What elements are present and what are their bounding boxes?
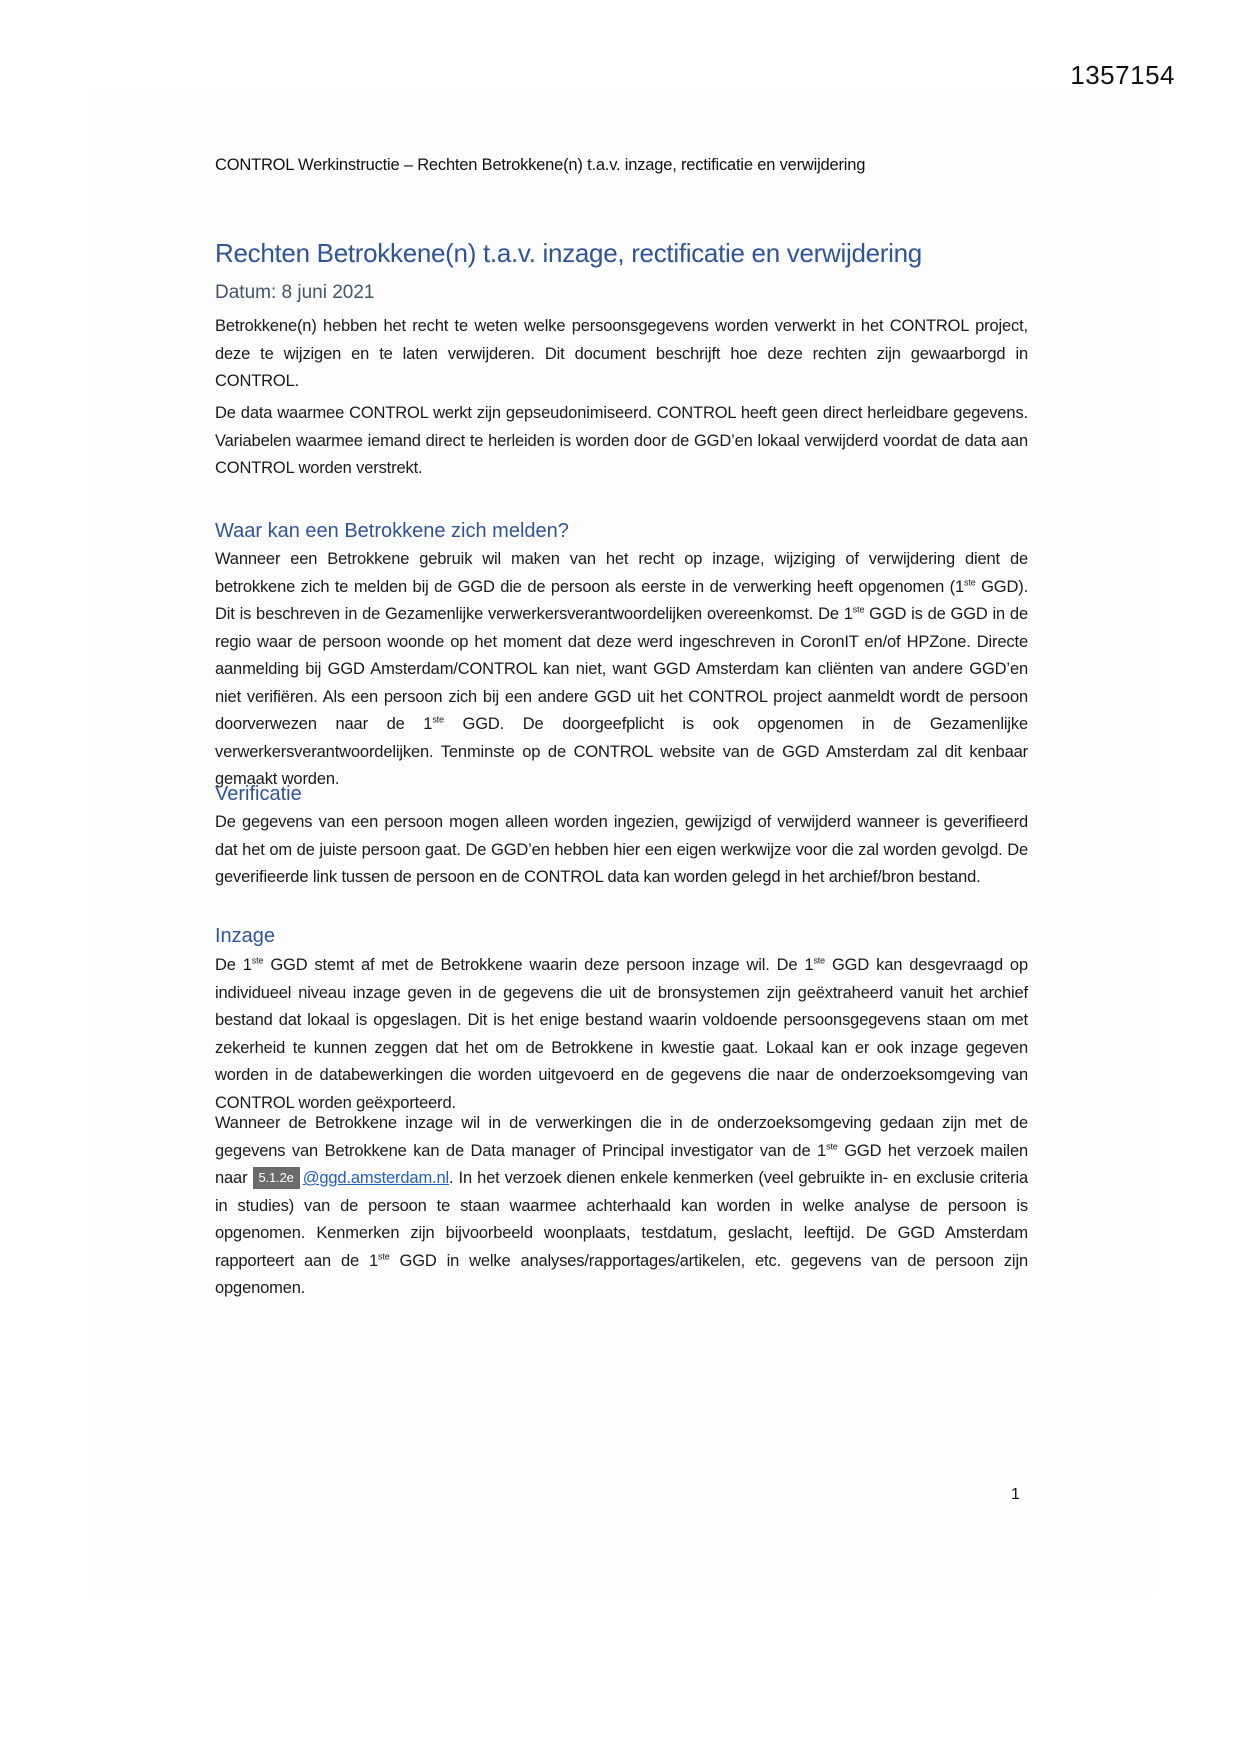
redaction-box: 5.1.2e: [253, 1167, 300, 1189]
section-inzage-paragraph-2: Wanneer de Betrokkene inzage wil in de verwerkingen die in de onderzoeksomgeving gedaan zijn met de gegevens van Betrokkene kan de Data manager of Principal investigator van de 1ste GGD het verzoek mailen naar 5.1.2e @ggd.amsterdam.nl. In het verzoek dienen enkele kenmerken (veel gebruikte in- en exclusie criteria in studies) van de persoon te staan waarmee achterhaald kan worden in welke analyse de persoon is opgenomen. Kenmerken zijn bijvoorbeeld woonplaats, testdatum, geslacht, leeftijd. De GGD Amsterdam rapporteert aan de 1ste GGD in welke analyses/rapportages/artikelen, etc. gegevens van de persoon zijn opgenomen.: [215, 1114, 1028, 1297]
section-inzage-paragraph-1: De 1ste GGD stemt af met de Betrokkene waarin deze persoon inzage wil. De 1ste GGD kan desgevraagd op individueel niveau inzage geven in de gegevens die uit de bronsystemen zijn geëxtraheerd vanuit het archief bestand dat lokaal is opgeslagen. Dit is het enige bestand waarin voldoende persoonsgegevens staan om met zekerheid te kunnen zeggen dat het om de Betrokkene in kwestie gaat. Lokaal kan er ook inzage gegeven worden in de databewerkingen die worden uitgevoerd en de gegevens die naar de onderzoeksomgeving van CONTROL worden geëxporteerd.: [215, 955, 1028, 1112]
document-id: 1357154: [1070, 60, 1175, 90]
document-date: Datum: 8 juni 2021: [215, 282, 375, 303]
section-heading-inzage: Inzage: [215, 925, 276, 947]
intro-paragraph-2: De data waarmee CONTROL werkt zijn gepseudonimiseerd. CONTROL heeft geen direct herleidbare gegevens. Variabelen waarmee iemand direct te herleiden is worden door de GGD’en lokaal verwijderd voordat de data aan CONTROL worden verstrekt.: [215, 404, 1028, 477]
running-header: CONTROL Werkinstructie – Rechten Betrokkene(n) t.a.v. inzage, rectificatie en verwijdering: [215, 156, 866, 174]
document-page: [88, 90, 1153, 1593]
section-verificatie-paragraph: De gegevens van een persoon mogen alleen worden ingezien, gewijzigd of verwijderd wanneer is geverifieerd dat het om de juiste persoon gaat. De GGD’en hebben hier een eigen werkwijze voor die zal worden gevolgd. De geverifieerde link tussen de persoon en de CONTROL data kan worden gelegd in het archief/bron bestand.: [215, 813, 1028, 886]
section-melden-paragraph: Wanneer een Betrokkene gebruik wil maken van het recht op inzage, wijziging of verwijdering dient de betrokkene zich te melden bij de GGD die de persoon als eerste in de verwerking heeft opgenomen (1ste GGD). Dit is beschreven in de Gezamenlijke verwerkersverantwoordelijken overeenkomst. De 1ste GGD is de GGD in de regio waar de persoon woonde op het moment dat deze werd ingeschreven in CoronIT en/of HPZone. Directe aanmelding bij GGD Amsterdam/CONTROL kan niet, want GGD Amsterdam kan cliënten van andere GGD’en niet verifiëren. Als een persoon zich bij een andere GGD uit het CONTROL project aanmeldt wordt de persoon doorverwezen naar de 1ste GGD. De doorgeefplicht is ook opgenomen in de Gezamenlijke verwerkersverantwoordelijken. Tenminste op de CONTROL website van de GGD Amsterdam zal dit kenbaar gemaakt worden.: [215, 550, 1029, 788]
page-number: 1: [1011, 1486, 1020, 1503]
section-heading-verificatie: Verificatie: [215, 783, 302, 805]
document-title: Rechten Betrokkene(n) t.a.v. inzage, rectificatie en verwijdering: [215, 238, 922, 268]
section-heading-melden: Waar kan een Betrokkene zich melden?: [215, 520, 569, 542]
intro-paragraph-1: Betrokkene(n) hebben het recht te weten welke persoonsgegevens worden verwerkt in het CONTROL project, deze te wijzigen en te laten verwijderen. Dit document beschrijft hoe deze rechten zijn gewaarborgd in CONTROL.: [215, 317, 1028, 390]
email-link[interactable]: @ggd.amsterdam.nl: [302, 1169, 450, 1187]
